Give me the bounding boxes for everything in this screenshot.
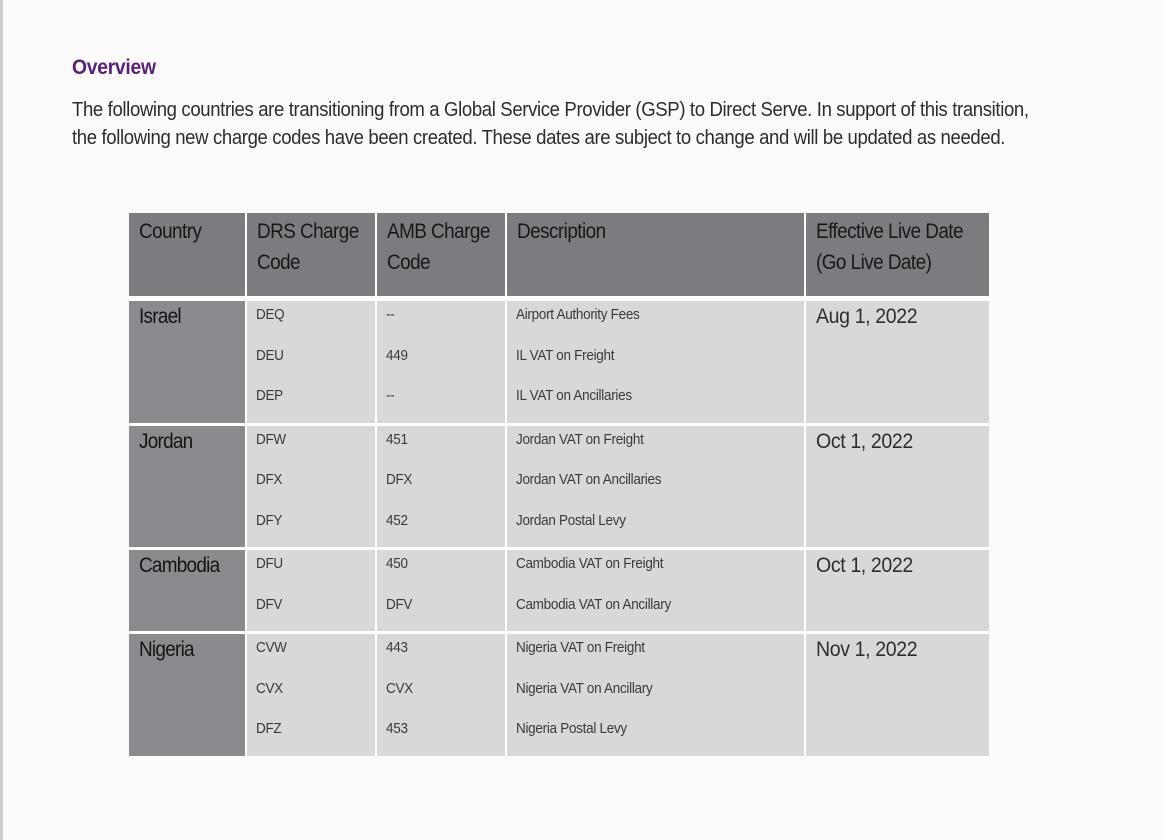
charge-description: Nigeria Postal Levy — [516, 721, 627, 737]
country-cell: Nigeria — [129, 634, 247, 756]
drs-code-cell — [247, 301, 377, 426]
amb-code: CVX — [386, 680, 413, 697]
description-cell — [507, 301, 806, 426]
amb-code-cell — [377, 634, 507, 756]
header-effective-live-date: Effective Live Date (Go Live Date) — [806, 213, 989, 301]
drs-code-cell — [247, 550, 377, 634]
amb-code: 450 — [386, 556, 408, 572]
description-cell — [507, 550, 806, 634]
header-country: Country — [129, 213, 247, 301]
charge-description: Cambodia VAT on Ancillary — [516, 596, 671, 613]
charge-description: Jordan VAT on Ancillaries — [516, 472, 662, 488]
charge-description: Airport Authority Fees — [516, 307, 640, 323]
amb-code: DFX — [386, 472, 413, 488]
amb-code-cell — [377, 301, 507, 426]
drs-code: DEU — [256, 347, 284, 364]
charge-description: Jordan Postal Levy — [516, 512, 626, 529]
amb-code: 443 — [386, 640, 408, 656]
amb-code: 452 — [386, 512, 408, 529]
drs-code: DFX — [256, 472, 283, 488]
section-heading: Overview — [72, 56, 156, 79]
description-cell — [507, 634, 806, 756]
table-row-nigeria — [129, 634, 989, 756]
country-cell: Cambodia — [129, 550, 247, 634]
table-row-jordan — [129, 426, 989, 551]
charge-description: IL VAT on Ancillaries — [516, 388, 632, 404]
charge-codes-table — [129, 213, 989, 756]
description-cell — [507, 426, 806, 551]
charge-description: Jordan VAT on Freight — [516, 431, 644, 448]
amb-code: -- — [386, 388, 395, 404]
amb-code-cell — [377, 426, 507, 551]
drs-code: DEQ — [256, 307, 285, 323]
drs-code: DEP — [256, 388, 283, 404]
header-description: Description — [507, 213, 806, 301]
table-row-israel — [129, 301, 989, 426]
table-header-row — [129, 213, 989, 301]
header-drs-charge-code: DRS Charge Code — [247, 213, 377, 301]
drs-code: DFY — [256, 512, 283, 529]
drs-code: DFV — [256, 596, 283, 613]
drs-code: DFU — [256, 556, 283, 572]
charge-description: Cambodia VAT on Freight — [516, 556, 664, 572]
effective-date-cell: Nov 1, 2022 — [806, 634, 989, 756]
effective-date-cell: Oct 1, 2022 — [806, 426, 989, 551]
effective-date-cell: Aug 1, 2022 — [806, 301, 989, 426]
amb-code: DFV — [386, 596, 413, 613]
drs-code-cell — [247, 634, 377, 756]
drs-code: CVW — [256, 640, 287, 656]
drs-code: DFZ — [256, 721, 282, 737]
intro-paragraph: The following countries are transitioning from a Global Service Provider (GSP) to Direct Serve. In support of this transition, the following new charge codes have been created. These dates are subject to change and will be updated as needed. — [72, 98, 1029, 149]
country-cell: Jordan — [129, 426, 247, 551]
effective-date-cell: Oct 1, 2022 — [806, 550, 989, 634]
amb-code: -- — [386, 307, 395, 323]
charge-description: Nigeria VAT on Ancillary — [516, 680, 653, 697]
charge-description: IL VAT on Freight — [516, 347, 615, 364]
country-cell: Israel — [129, 301, 247, 426]
amb-code: 453 — [386, 721, 408, 737]
table-row-cambodia — [129, 550, 989, 634]
amb-code-cell — [377, 550, 507, 634]
amb-code: 449 — [386, 347, 408, 364]
header-amb-charge-code: AMB Charge Code — [377, 213, 507, 301]
charge-description: Nigeria VAT on Freight — [516, 640, 645, 656]
drs-code: DFW — [256, 431, 286, 448]
amb-code: 451 — [386, 431, 408, 448]
drs-code: CVX — [256, 680, 283, 697]
drs-code-cell — [247, 426, 377, 551]
